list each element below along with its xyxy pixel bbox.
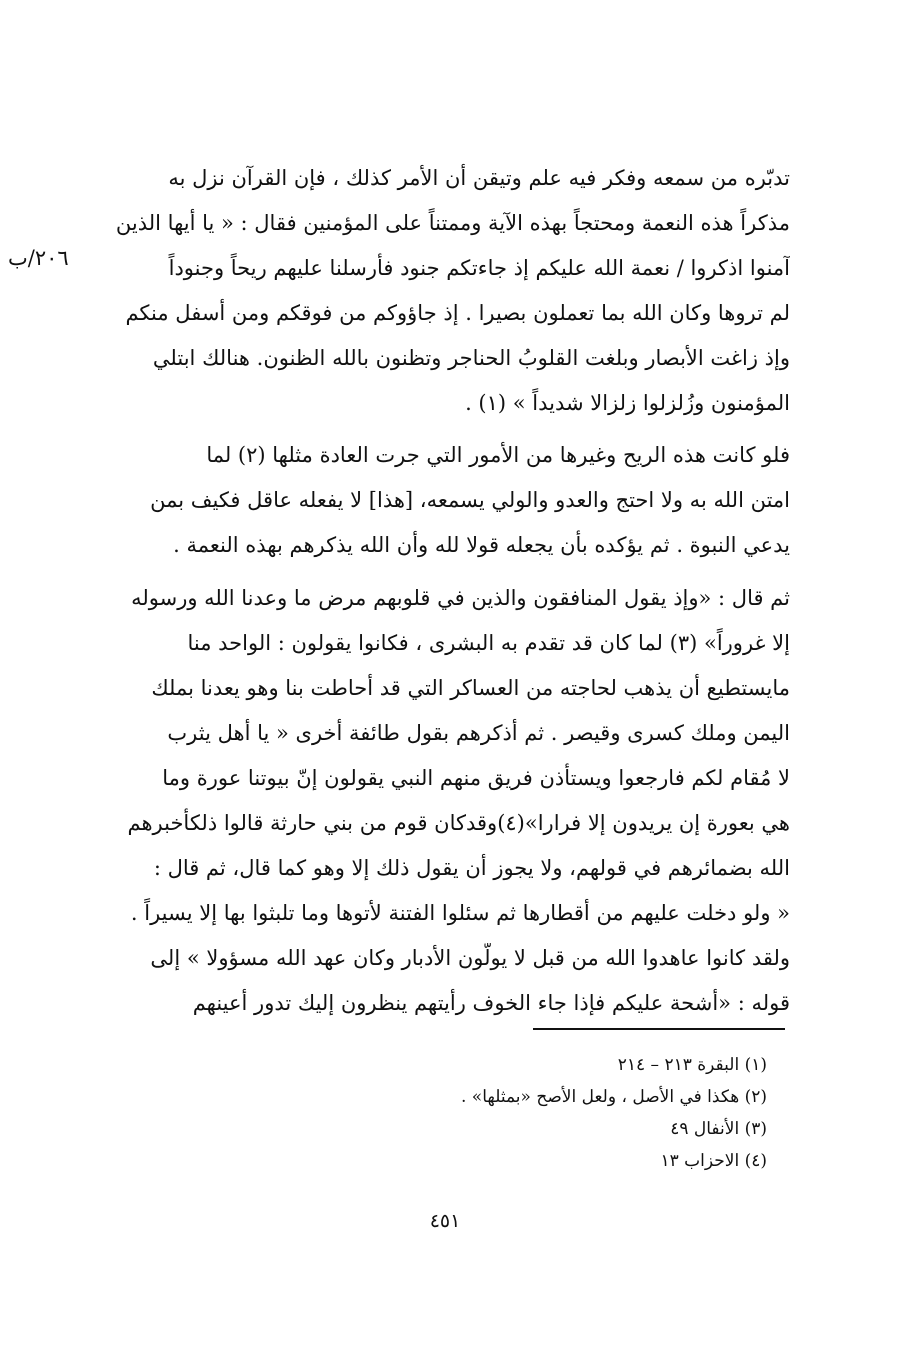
footnote-4: (٤) الاحزاب ١٣ xyxy=(660,1151,767,1171)
text-line: لم تروها وكان الله بما تعملون بصيرا . إذ جاؤوكم من فوقكم ومن أسفل منكم xyxy=(125,301,790,325)
text-line: يدعي النبوة . ثم يؤكده بأن يجعله قولا لله وأن الله يذكرهم بهذه النعمة . xyxy=(173,533,790,557)
text-line: ولقد كانوا عاهدوا الله من قبل لا يولّون الأدبار وكان عهد الله مسؤولا » إلى xyxy=(150,946,790,970)
manuscript-folio-reference: ٢٠٦/ب xyxy=(8,246,69,270)
text-line: اليمن وملك كسرى وقيصر . ثم أذكرهم بقول طائفة أخرى « يا أهل يثرب xyxy=(167,721,790,745)
text-line: فلو كانت هذه الريح وغيرها من الأمور التي جرت العادة مثلها (٢) لما xyxy=(206,443,790,467)
text-line: المؤمنون وزُلزلوا زلزالا شديداً » (١) . xyxy=(465,391,790,415)
text-line: « ولو دخلت عليهم من أقطارها ثم سئلوا الفتنة لأتوها وما تلبثوا بها إلا يسيراً . xyxy=(130,901,790,925)
text-line: آمنوا اذكروا / نعمة الله عليكم إذ جاءتكم جنود فأرسلنا عليهم ريحاً وجنوداً xyxy=(168,256,790,280)
text-line: لا مُقام لكم فارجعوا ويستأذن فريق منهم النبي يقولون إنّ بيوتنا عورة وما xyxy=(162,766,790,790)
page-number: ٤٥١ xyxy=(429,1210,461,1232)
text-line: مذكراً هذه النعمة ومحتجاً بهذه الآية وممتناً على المؤمنين فقال : « يا أيها الذين xyxy=(115,211,790,235)
footnotes xyxy=(380,1052,767,1180)
text-line: هي بعورة إن يريدون إلا فرارا»(٤)وقدكان قوم من بني حارثة قالوا ذلكأخبرهم xyxy=(127,811,790,835)
text-line: قوله : «أشحة عليكم فإذا جاء الخوف رأيتهم ينظرون إليك تدور أعينهم xyxy=(192,991,790,1015)
text-line: مايستطيع أن يذهب لحاجته من العساكر التي قد أحاطت بنا وهو يعدنا بملك xyxy=(151,676,790,700)
footnote-2: (٢) هكذا في الأصل ، ولعل الأصح «بمثلها» . xyxy=(461,1087,767,1107)
paragraph-2 xyxy=(110,440,790,575)
text-line: ثم قال : «وإذ يقول المنافقون والذين في قلوبهم مرض ما وعدنا الله ورسوله xyxy=(131,586,790,610)
text-line: وإذ زاغت الأبصار وبلغت القلوبُ الحناجر وتظنون بالله الظنون. هنالك ابتلي xyxy=(152,346,790,370)
text-line: الله بضمائرهم في قولهم، ولا يجوز أن يقول ذلك إلا وهو كما قال، ثم قال : xyxy=(153,856,790,880)
text-line: إلا غروراً» (٣) لما كان قد تقدم به البشرى ، فكانوا يقولون : الواحد منا xyxy=(187,631,790,655)
text-line: امتن الله به ولا احتج والعدو والولي يسمعه، [هذا] لا يفعله عاقل فكيف بمن xyxy=(150,488,790,512)
footnote-1: (١) البقرة ٢١٣ – ٢١٤ xyxy=(617,1055,767,1075)
footnote-3: (٣) الأنفال ٤٩ xyxy=(670,1119,767,1139)
paragraph-3 xyxy=(110,583,790,1033)
paragraph-1 xyxy=(110,163,790,433)
text-line: تدبّره من سمعه وفكر فيه علم وتيقن أن الأمر كذلك ، فإن القرآن نزل به xyxy=(168,166,790,190)
footnote-divider xyxy=(533,1028,785,1030)
